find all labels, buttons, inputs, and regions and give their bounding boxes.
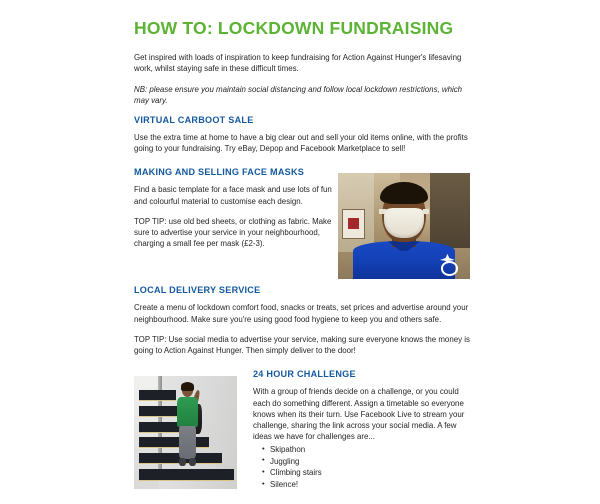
face-mask-photo [338,173,470,279]
photo-charity-logo [438,253,458,276]
page-title: HOW TO: LOCKDOWN FUNDRAISING [134,18,454,38]
face-masks-tip: TOP TIP: use old bed sheets, or clothing as fabric. Make sure to advertise your service in your neighbourhood, charging a small fee per mask (£2-3). [134,216,332,249]
delivery-body: Create a menu of lockdown comfort food, snacks or treats, set prices and advertise around your neighbourhood. Make sure you're using good food hygiene to keep you and others safe. [134,303,469,324]
challenge-body: With a group of friends decide on a challenge, or you could each do something different. Assign a timetable so everyone knows when its their turn. Use Facebook Live to stream your challenge, sharing the link across your social media. A few ideas we have for challenges are... [253,387,465,442]
photo2-legs [179,426,195,459]
photo-face-mask [384,208,424,238]
list-item: • Skipathon [263,444,472,456]
section-heading-carboot: VIRTUAL CARBOOT SALE [134,115,254,125]
note-paragraph: NB: please ensure you maintain social distancing and follow local lockdown restrictions, which may vary. [134,84,463,105]
document-content [134,18,472,504]
photo2-stair-step [139,390,176,401]
face-masks-body: Find a basic template for a face mask and use lots of fun and colourful material to customise each design. [134,185,332,206]
delivery-tip: TOP TIP: Use social media to advertise your service, making sure everyone knows the money is going to Action Against Hunger. Then simply deliver to the door! [134,334,470,356]
list-item: • Climbing stairs [263,467,472,479]
section-face-masks [134,167,472,279]
list-item: • Silence! [263,479,472,491]
section-virtual-carboot-sale [134,115,472,154]
section-heading-face-masks: MAKING AND SELLING FACE MASKS [134,167,305,178]
photo-wall-right [430,173,470,247]
photo2-shoe [179,458,186,466]
section-local-delivery [134,285,472,356]
photo2-hair [181,382,194,391]
photo2-green-shirt [177,397,197,428]
photo2-person [172,384,205,472]
photo2-shoe [189,458,196,466]
photo-wall-frame [342,209,365,239]
logo-ring-icon [441,261,458,275]
stairs-photo [134,376,237,489]
carboot-body: Use the extra time at home to have a big clear out and sell your old items online, with the profits going to your fundraising. Try eBay, Depop and Facebook Marketplace to sell! [134,133,468,154]
section-heading-delivery: LOCAL DELIVERY SERVICE [134,285,261,296]
section-heading-challenge: 24 HOUR CHALLENGE [253,369,356,380]
challenge-text-column [253,369,472,490]
intro-paragraph: Get inspired with loads of inspiration to keep fundraising for Action Against Hunger's lifesaving work, whilst staying safe in these difficult times. [134,53,462,74]
section-24-hour-challenge [134,369,472,491]
challenge-bullet-list [253,444,472,490]
list-item: • Juggling [263,456,472,468]
